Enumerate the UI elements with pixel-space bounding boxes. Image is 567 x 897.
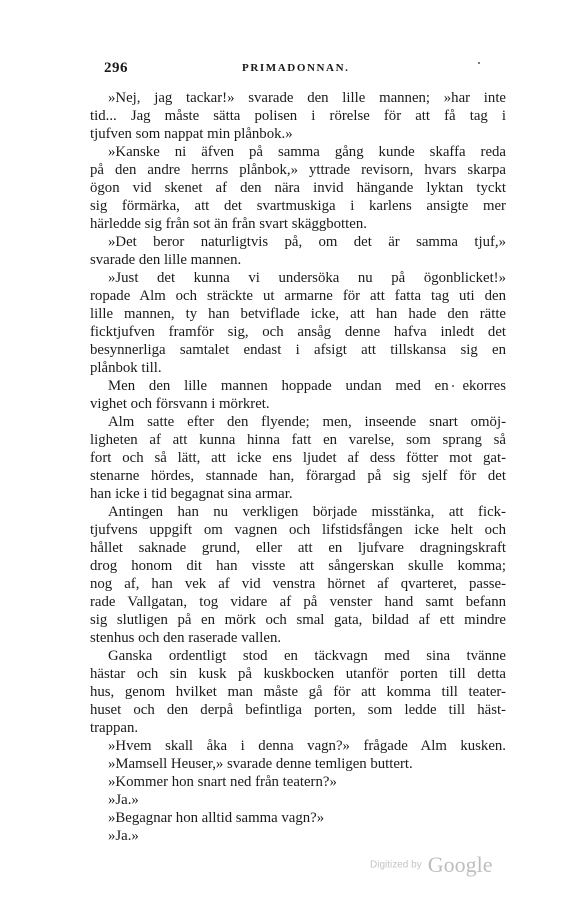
text-line: »Mamsell Heuser,» svarade denne temligen buttert. (108, 756, 413, 772)
text-line: »Det beror naturligtvis på, om det är samma tjuf,» (108, 234, 506, 250)
text-line: »Begagnar hon alltid samma vagn?» (108, 810, 325, 826)
text-line: tjufvens uppgift om vagnen och lifstidsfången icke helt och (90, 522, 506, 538)
text-line: hållet saknade grund, eller att en ljufvare dragningskraft (90, 540, 506, 556)
running-head (104, 60, 504, 82)
text-line: han icke i tid begagnat sina armar. (90, 486, 293, 502)
running-title: PRIMADONNAN. (242, 62, 350, 74)
body-text (90, 89, 506, 845)
text-line: huset och den derpå befintliga porten, som ledde till häst- (90, 702, 506, 718)
text-line: stenarne hördes, stannade han, förargad på sig sjelf för det (90, 468, 506, 484)
text-line: »Nej, jag tackar!» svarade den lille mannen; »har inte (108, 90, 506, 106)
text-line: ficktjufven framför sig, och ansåg denne hafva inledt det (90, 324, 506, 340)
text-line: nog af, han vek af vid venstra hörnet af qvarteret, passe- (90, 576, 506, 592)
text-line: tjufven som nappat min plånbok.» (90, 126, 293, 142)
text-line: fort och så lätt, att icke ens ljudet af dess fötter mot gat- (90, 450, 506, 466)
text-line: ligheten af att kunna hinna fatt en varelse, som sprang så (90, 432, 506, 448)
text-line: »Ja.» (108, 792, 139, 808)
text-line: härledde sig från sot än från svart skäggbotten. (90, 216, 367, 232)
text-line: Alm satte efter den flyende; men, inseende snart omöj- (108, 414, 506, 430)
text-line: »Hvem skall åka i denna vagn?» frågade Alm kusken. (108, 738, 506, 754)
text-line: »Just det kunna vi undersöka nu på ögonblicket!» (108, 270, 506, 286)
print-speck (478, 62, 480, 64)
text-line: Ganska ordentligt stod en täckvagn med sina tvänne (108, 648, 506, 664)
text-line: »Ja.» (108, 828, 139, 844)
text-line: svarade den lille mannen. (90, 252, 242, 268)
text-line: »Kommer hon snart ned från teatern?» (108, 774, 337, 790)
text-line: Antingen han nu verkligen började misstänka, att fick- (108, 504, 506, 520)
text-line: på den andre herrns plånbok,» yttrade revisorn, hvars skarpa (90, 162, 506, 178)
text-line: drog honom dit han visste att sångerskan skulle komma; (90, 558, 506, 574)
digitized-by-label: Digitized by (370, 859, 422, 871)
text-line: ropade Alm och sträckte ut armarne för att fatta tag uti den (90, 288, 506, 304)
text-line: hus, genom hvilket man måste gå för att komma till teater- (90, 684, 506, 700)
text-line: »Kanske ni äfven på samma gång kunde skaffa reda (108, 144, 506, 160)
text-line: rade Vallgatan, tog vidare af på venster hand samt befann (90, 594, 506, 610)
text-line: besynnerliga samtalet endast i afsigt att tillskansa sig en (90, 342, 506, 358)
digitized-watermark (370, 852, 492, 882)
text-line: sig slutligen på en mörk och smal gata, bildad af ett mindre (90, 612, 506, 628)
text-line: stenhus och den raserade vallen. (90, 630, 282, 646)
text-line: trappan. (90, 720, 139, 736)
text-line: hästar och sin kusk på kuskbocken utanför porten till detta (90, 666, 506, 682)
text-line: ögon vid skenet af den nära invid hängande lyktan tyckt (90, 180, 506, 196)
text-line: lille mannen, ty han betviflade icke, att han hade den rätte (90, 306, 506, 322)
text-line: vighet och försvann i mörkret. (90, 396, 270, 412)
page-number: 296 (104, 60, 128, 76)
google-logo: Google (427, 852, 493, 877)
text-line: Men den lille mannen hoppade undan med en ekorres (108, 378, 506, 394)
text-line: tid... Jag måste sätta polisen i rörelse för att få tag i (90, 108, 506, 124)
text-line: sig förmärka, att det svartmuskiga i karlens ansigte mer (90, 198, 506, 214)
text-line: plånbok till. (90, 360, 162, 376)
